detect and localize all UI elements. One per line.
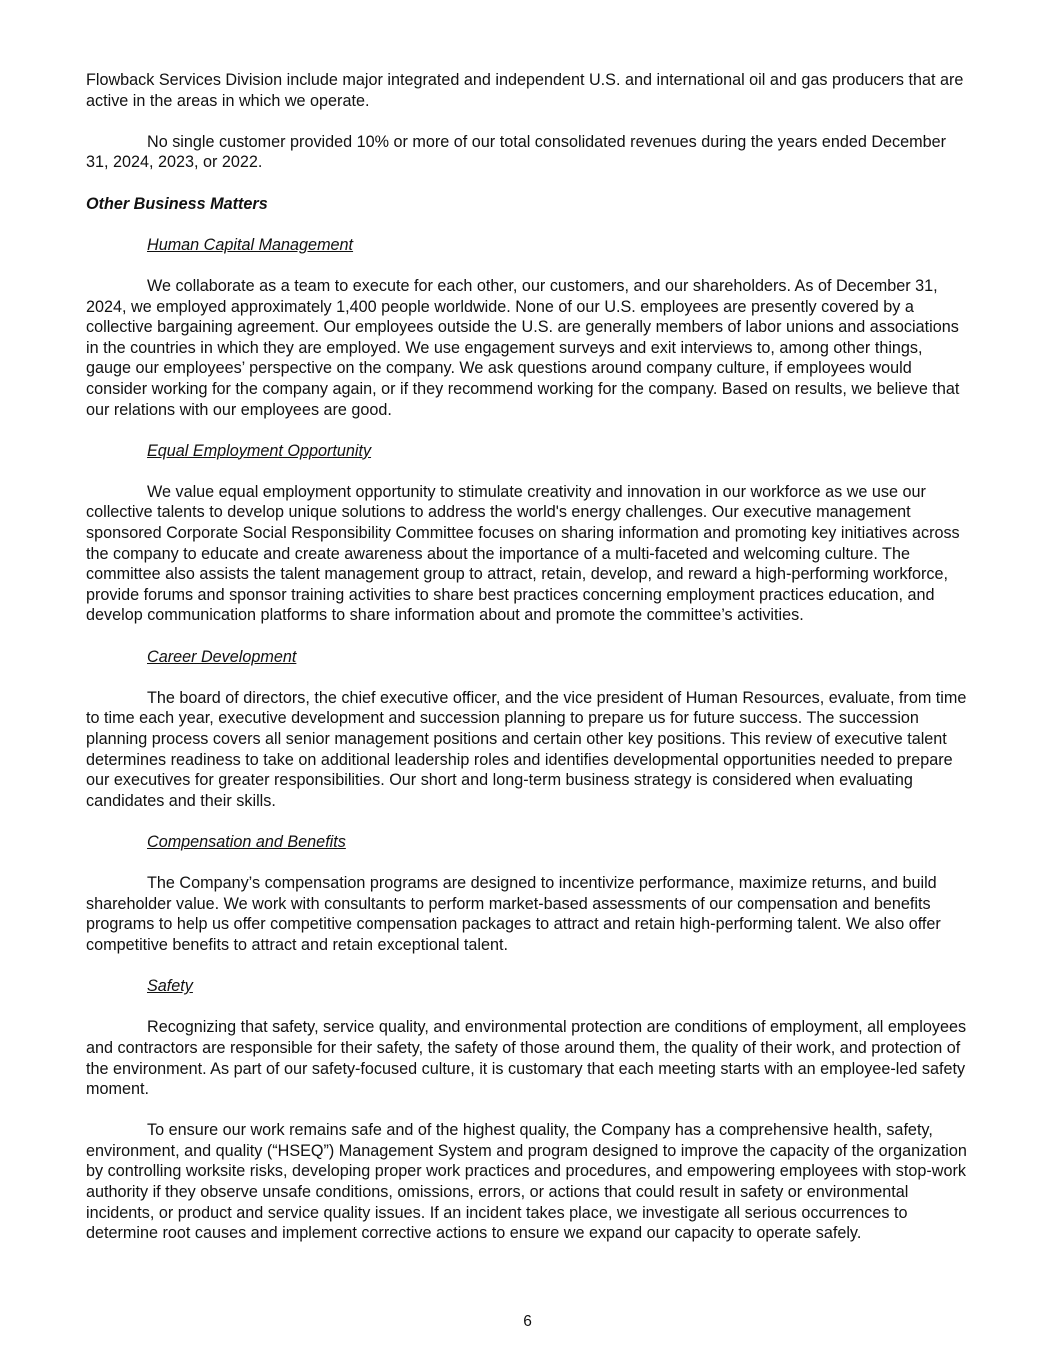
heading-equal-employment-opportunity: Equal Employment Opportunity	[147, 441, 372, 460]
heading-safety: Safety	[147, 977, 193, 996]
document-page	[86, 70, 970, 1264]
paragraph-safety-1: Recognizing that safety, service quality, and environmental protection are conditions of employment, all employees and contractors are responsible for their safety, the safety of those around them, the quality of their work, and protection of the environment. As part of our safety-focused culture, it is customary that each meeting starts with an employee-led safety moment.	[86, 1018, 967, 1099]
paragraph-equal-employment: We value equal employment opportunity to stimulate creativity and innovation in our workforce as we use our collective talents to develop unique solutions to address the world's energy challenges. Our executive management sponsored Corporate Social Responsibility Committee focuses on sharing information and promoting key initiatives across the company to educate and create awareness about the importance of a multi-faceted and welcoming culture. The committee also assists the talent management group to attract, retain, develop, and reward a high-performing workforce, provide forums and sponsor training activities to share best practices concerning employment practices education, and develop communication platforms to share information about and promote the committee’s activities.	[86, 482, 960, 625]
paragraph-compensation: The Company’s compensation programs are designed to incentivize performance, maximize returns, and build shareholder value. We work with consultants to perform market-based assessments of our compensation and benefits programs to help us offer competitive compensation packages to attract and retain high-performing talent. We also offer competitive benefits to attract and retain exceptional talent.	[86, 874, 941, 954]
heading-human-capital-management: Human Capital Management	[147, 235, 354, 254]
page-number: 6	[523, 1313, 532, 1330]
paragraph-safety-2: To ensure our work remains safe and of the highest quality, the Company has a comprehensive health, safety, environment, and quality (“HSEQ”) Management System and program designed to improve the capacity of the organization by controlling worksite risks, developing proper work practices and procedures, and empowering employees with stop-work authority if they observe unsafe conditions, omissions, errors, or actions that could result in safety or environmental incidents, or product and service quality issues. If an incident takes place, we investigate all serious occurrences to determine root causes and implement corrective actions to ensure we expand our capacity to operate safely.	[86, 1121, 967, 1243]
heading-career-development: Career Development	[147, 647, 297, 666]
section-title-other-business-matters: Other Business Matters	[86, 194, 268, 213]
paragraph-no-single-customer: No single customer provided 10% or more of our total consolidated revenues during the years ended December 31, 2024, 2023, or 2022.	[86, 132, 947, 172]
paragraph-human-capital: We collaborate as a team to execute for each other, our customers, and our shareholders. As of December 31, 2024, we employed approximately 1,400 people worldwide. None of our U.S. employees are presently covered by a collective bargaining agreement. Our employees outside the U.S. are generally members of labor unions and associations in the countries in which they are employed. We use engagement surveys and exit interviews to, among other things, gauge our employees’ perspective on the company. We ask questions around company culture, if employees would consider working for the company again, or if they recommend working for the company. Based on results, we believe that our relations with our employees are good.	[86, 276, 960, 419]
paragraph-career-development: The board of directors, the chief executive officer, and the vice president of Human Resources, evaluate, from time to time each year, executive development and succession planning to prepare us for future success. The succession planning process covers all senior management positions and certain other key positions. This review of executive talent determines readiness to take on additional leadership roles and identifies developmental opportunities needed to prepare our executives for greater responsibilities. Our short and long-term business strategy is considered when evaluating candidates and their skills.	[86, 688, 967, 810]
heading-compensation-and-benefits: Compensation and Benefits	[147, 832, 346, 851]
paragraph-customers-continued: Flowback Services Division include major integrated and independent U.S. and international oil and gas producers that are active in the areas in which we operate.	[86, 71, 964, 110]
